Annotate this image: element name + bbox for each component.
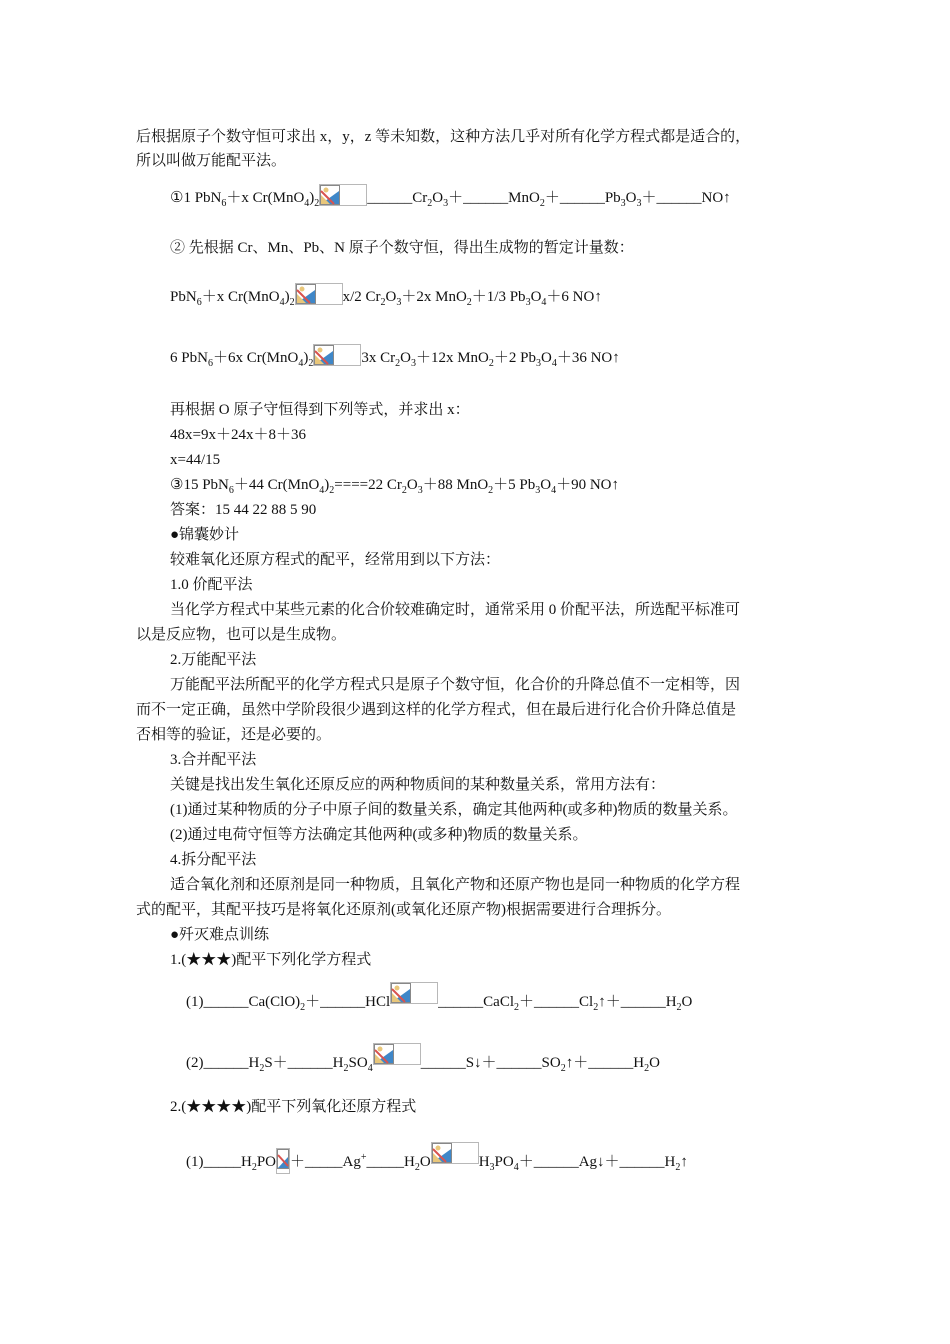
method3-line1: 关键是找出发生氧化还原反应的两种物质间的某种数量关系，常用方法有： [170, 777, 666, 793]
broken-image-icon [313, 344, 361, 366]
step1-equation: ①1 PbN$_6$＋x $Cr(MnO_4)_2$ $\_\_\_\_\_\_Cr_2O_3+\_\_\_\_\_\_MnO_2+\_\_\_\_\_\_Pb_3O_3+\_\_\_\_\_\_NO↑$ [170, 184, 731, 208]
equation-b: 6 PbN$_6$＋6x $Cr(MnO_4)_2$ 3x $Cr_2O_3+12x$ MnO$_2$＋2 $Pb_3O_4+36$ NO↑ [170, 344, 620, 368]
method1-title: 1.0 价配平法 [170, 577, 253, 593]
method2-title: 2.万能配平法 [170, 652, 257, 668]
method2-line1: 万能配平法所配平的化学方程式只是原子个数守恒，化合价的升降总值不一定相等，因 [170, 677, 741, 693]
question1-part1: $(1)\_\_\_\_\_\_Ca(ClO)_2+\_\_\_\_\_\_HCl$ $\_\_\_\_\_\_CaCl_2+\_\_\_\_\_\_Cl_2↑+\_\_\_\_\_\_H_2O$ [186, 982, 692, 1012]
broken-image-icon [276, 1148, 290, 1174]
broken-image-icon [431, 1142, 479, 1164]
broken-image-icon [390, 982, 438, 1004]
intro-line-1: 后根据原子个数守恒可求出 x，y，z 等未知数，这种方法几乎对所有化学方程式都是适合的， [136, 129, 751, 145]
method4-line2: 式的配平，其配平技巧是将氧化还原剂(或氧化还原产物)根据需要进行合理拆分。 [136, 902, 671, 918]
o-balance-intro: 再根据 O 原子守恒得到下列等式，并求出 x： [170, 402, 470, 418]
question2-title: 2.(★★★★)配平下列氧化还原方程式 [170, 1099, 417, 1115]
question2-part1: $(1)\_\_\_\_\_H_2PO$ $+\_\_\_\_\_Ag^+\_\_\_\_\_H_2O$ $H_3PO_4+\_\_\_\_\_\_Ag↓+\_\_\_\_\_\_H_2↑$ [186, 1142, 688, 1174]
method4-line1: 适合氧化剂和还原剂是同一种物质，且氧化产物和还原产物也是同一种物质的化学方程 [170, 877, 741, 893]
question1-part2: $(2)\_\_\_\_\_\_H_2S+\_\_\_\_\_\_H_2SO_4$ $\_\_\_\_\_\_S↓+\_\_\_\_\_\_SO_2↑+\_\_\_\_\_\_H_2O$ [186, 1043, 660, 1073]
intro-line-2: 所以叫做万能配平法。 [136, 153, 287, 169]
method1-line1: 当化学方程式中某些元素的化合价较难确定时，通常采用 0 价配平法，所选配平标准可 [170, 602, 741, 618]
method3-title: 3.合并配平法 [170, 752, 257, 768]
o-balance-eq1: 48x=9x＋24x＋8＋36 [170, 427, 306, 443]
step3-equation: ③15 PbN$_6$＋44 $Cr(MnO_4)_2====22$ $Cr_2O_3+88$ MnO$_2$＋5 $Pb_3O_4+90$ NO↑ [170, 477, 620, 496]
tips-intro: 较难氧化还原方程式的配平，经常用到以下方法： [170, 552, 501, 568]
answer: 答案：15 44 22 88 5 90 [170, 502, 317, 518]
broken-image-icon [373, 1043, 421, 1065]
method2-line3: 否相等的验证，还是必要的。 [136, 727, 332, 743]
question1-title: 1.(★★★)配平下列化学方程式 [170, 952, 372, 968]
method3-line3: (2)通过电荷守恒等方法确定其他两种(或多种)物质的数量关系。 [170, 827, 588, 843]
o-balance-eq2: x=44/15 [170, 452, 221, 468]
method3-line2: (1)通过某种物质的分子中原子间的数量关系，确定其他两种(或多种)物质的数量关系。 [170, 802, 738, 818]
method1-line2: 以是反应物，也可以是生成物。 [136, 627, 347, 643]
method4-title: 4.拆分配平法 [170, 852, 257, 868]
broken-image-icon [295, 283, 343, 305]
method2-line2: 而不一定正确，虽然中学阶段很少遇到这样的化学方程式，但在最后进行化合价升降总值是 [136, 702, 737, 718]
broken-image-icon [319, 184, 367, 206]
tips-heading: ●锦囊妙计 [170, 527, 240, 543]
training-heading: ●歼灭难点训练 [170, 927, 270, 943]
step2-text: ② 先根据 Cr、Mn、Pb、N 原子个数守恒，得出生成物的暂定计量数： [170, 240, 634, 256]
equation-a: PbN$_6$＋x $Cr(MnO_4)_2$ x/2 $Cr_2O_3+2x$ MnO$_2$＋1/3 $Pb_3O_4+6$ NO↑ [170, 283, 602, 307]
